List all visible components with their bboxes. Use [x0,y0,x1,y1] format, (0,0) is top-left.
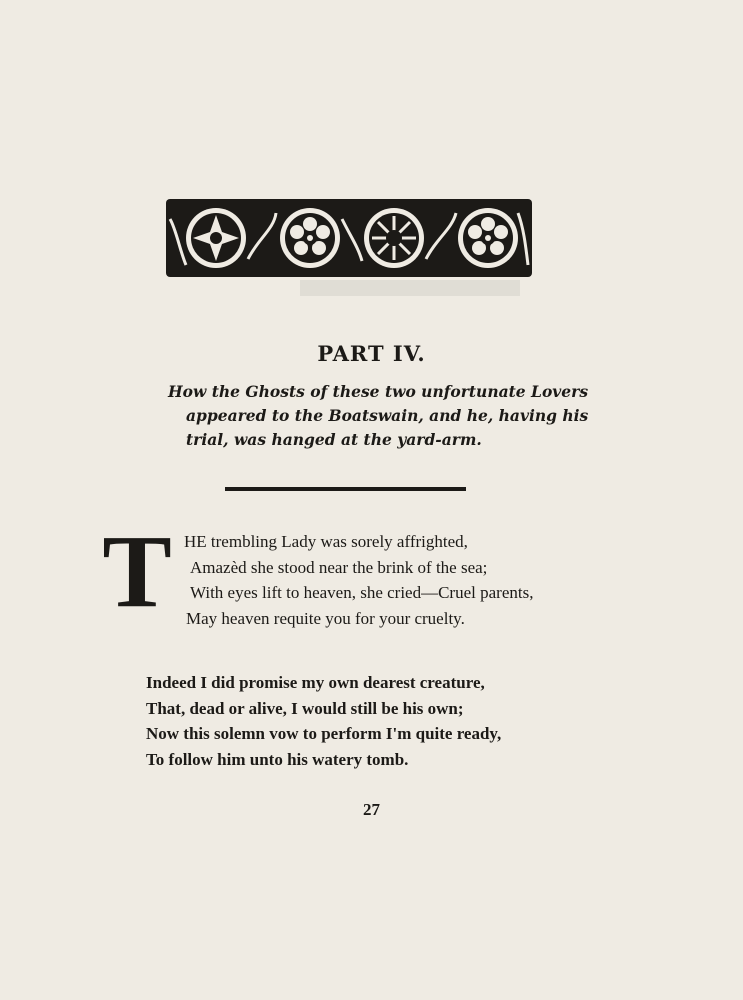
subtitle-line: appeared to the Boatswain, and he, having his [186,406,589,425]
verse-line: To follow him unto his watery tomb. [146,749,409,769]
floral-rosette-border-icon [166,199,532,277]
verse-line: Amazèd she stood near the brink of the sea; [190,558,488,577]
subtitle-line: trial, was hanged at the yard-arm. [186,430,482,449]
show-through-shadow [300,280,520,296]
part-subtitle [168,380,589,452]
divider-rule [225,487,466,491]
drop-cap [94,528,180,610]
verse-line: May heaven requite you for your cruelty. [186,609,465,628]
part-heading: PART IV. [317,341,426,366]
subtitle-line: How the Ghosts of these two unfortunate Lovers [168,382,589,401]
verse-line: That, dead or alive, I would still be his own; [146,698,464,718]
page-number: 27 [363,800,380,819]
verse-line: HE trembling Lady was sorely affrighted, [184,532,468,551]
stanza-2 [146,670,501,772]
drop-cap-letter: T [102,528,172,610]
verse-line: With eyes lift to heaven, she cried—Cruel parents, [190,583,534,602]
verse-line: Now this solemn vow to perform I'm quite ready, [146,724,502,743]
verse-line: Indeed I did promise my own dearest creature, [146,673,485,692]
